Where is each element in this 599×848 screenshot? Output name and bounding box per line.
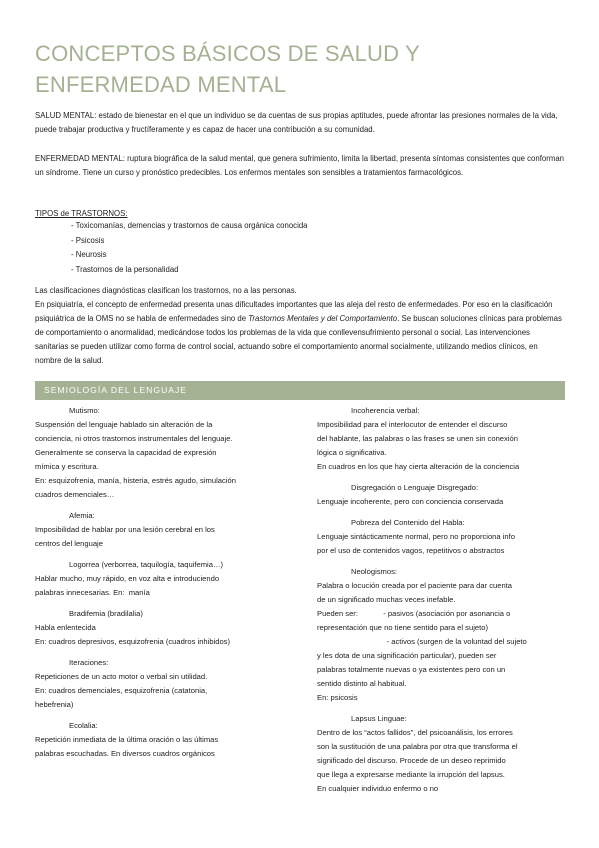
list-item: - Trastornos de la personalidad: [71, 263, 308, 278]
salud-mental-label: SALUD MENTAL:: [35, 111, 97, 120]
entry-line: palabras escuchadas. En diversos cuadros orgánicos: [35, 749, 215, 758]
section-band: [35, 381, 565, 400]
list-item: - Psicosis: [71, 234, 308, 249]
entry-line: palabras totalmente nuevas o ya existentes pero con un: [317, 665, 506, 674]
clasificaciones-line: Las clasificaciones diagnósticas clasifican los trastornos, no a las personas.: [35, 286, 297, 295]
page-title: [35, 38, 575, 100]
entry-line: por el uso de contenidos vagos, repetitivos o abstractos: [317, 546, 505, 555]
salud-mental-definition: [35, 109, 565, 137]
entry-line: En: cuadros depresivos, esquizofrenia (cuadros inhibidos): [35, 637, 231, 646]
semiologia-entry: [317, 712, 569, 796]
entry-line: Suspensión del lenguaje hablado sin alteración de la: [35, 420, 213, 429]
entry-line: que llega a expresarse mediante la irrupción del lapsus.: [317, 770, 505, 779]
entry-line: hebefrenia): [35, 700, 74, 709]
entry-line: cuadros demenciales…: [35, 490, 115, 499]
section-band-title: SEMIOLOGÍA DEL LENGUAJE: [44, 385, 188, 395]
entry-line: centros del lenguaje: [35, 539, 103, 548]
entry-line: sentido distinto al habitual.: [317, 679, 407, 688]
entry-heading: Mutismo:: [69, 406, 100, 415]
entry-line: lógica o significativa.: [317, 448, 387, 457]
list-item: - Neurosis: [71, 248, 308, 263]
entry-line: En: psicosis: [317, 693, 358, 702]
title-line-1: CONCEPTOS BÁSICOS DE SALUD Y: [35, 41, 421, 66]
semiologia-entry: [35, 509, 297, 551]
entry-line: En: cuadros demenciales, esquizofrenia (catatonia,: [35, 686, 208, 695]
entry-line: En: esquizofrenia, manía, histeria, estrés agudo, simulación: [35, 476, 236, 485]
semiologia-entry: [317, 565, 569, 705]
entry-line: Imposibilidad para el interlocutor de entender el discurso: [317, 420, 508, 429]
clasificaciones-text-end: . Se buscan soluciones clínicas para problemas de comportamiento o anormalidad, medicándose todos los problemas de la vida que conllevensufrimiento personal o social. Las intervenciones sanitarias se pueden utilizar como forma de control social, actuando sobre el comportamiento anormal socialmente, utilizando medios clínicos, en nombre de la salud.: [35, 314, 562, 365]
entry-heading: Bradifemia (bradilalia): [69, 609, 143, 618]
entry-line: Repetición inmediata de la última oración o las últimas: [35, 735, 219, 744]
right-column: [317, 404, 569, 803]
entry-line: Palabra o locución creada por el paciente para dar cuenta: [317, 581, 513, 590]
left-column: [35, 404, 297, 768]
entry-line: - activos (surgen de la voluntad del sujeto: [317, 637, 527, 646]
entry-heading: Disgregación o Lenguaje Disgregado:: [351, 483, 479, 492]
entry-line: Habla enlentecida: [35, 623, 96, 632]
semiologia-entry: [35, 719, 297, 761]
clasificaciones-italic: Trastornos Mentales y del Comportamiento: [248, 314, 398, 323]
entry-heading: Lapsus Linguae:: [351, 714, 407, 723]
entry-heading: Afemia:: [69, 511, 95, 520]
title-line-2: ENFERMEDAD MENTAL: [35, 72, 287, 97]
enfermedad-mental-definition: [35, 152, 565, 180]
entry-line: Generalmente se conserva la capacidad de expresión: [35, 448, 217, 457]
entry-line: de un significado muchas veces inefable.: [317, 595, 456, 604]
entry-line: Imposibilidad de hablar por una lesión cerebral en los: [35, 525, 215, 534]
salud-mental-text: estado de bienestar en el que un individuo se da cuentas de sus propias aptitudes, puede afrontar las presiones normales de la vida, puede trabajar productiva y fructíferamente y es capaz de hacer una contribución a su comunidad.: [35, 111, 558, 134]
enfermedad-mental-label: ENFERMEDAD MENTAL:: [35, 154, 125, 163]
entry-heading: Iteraciones:: [69, 658, 109, 667]
enfermedad-mental-text: ruptura biográfica de la salud mental, que genera sufrimiento, limita la libertad, presenta síntomas consistentes que conforman un síndrome. Tiene un curso y pronóstico predecibles. Los enfermos mentales son sensibles a tratamientos farmacológicos.: [35, 154, 565, 177]
entry-line: Pueden ser: - pasivos (asociación por asonancia o: [317, 609, 511, 618]
clasificaciones-text-start: En psiquiatría, el concepto de enfermedad presenta unas dificultades importantes que las aleja del resto de enfermedades. Por eso en la clasificación psiquiátrica de la OMS no se habla de enfermedades sino de: [35, 300, 553, 323]
entry-heading: Pobreza del Contenido del Habla:: [351, 518, 465, 527]
entry-line: conciencia, ni otros trastornos instrumentales del lenguaje.: [35, 434, 233, 443]
entry-line: Lenguaje incoherente, pero con conciencia conservada: [317, 497, 504, 506]
entry-line: mímica y escritura.: [35, 462, 99, 471]
entry-line: representación que no tiene sentido para el sujeto): [317, 623, 488, 632]
entry-line: palabras innecesarias. En: manía: [35, 588, 150, 597]
semiologia-entry: [317, 481, 569, 509]
tipos-heading: TIPOS de TRASTORNOS:: [35, 209, 128, 218]
semiologia-entry: [35, 656, 297, 712]
entry-line: Repeticiones de un acto motor o verbal sin utilidad.: [35, 672, 208, 681]
entry-line: del hablante, las palabras o las frases se unen sin conexión: [317, 434, 518, 443]
tipos-list: [71, 219, 308, 277]
clasificaciones-paragraph: [35, 298, 565, 368]
entry-line: Hablar mucho, muy rápido, en voz alta e introduciendo: [35, 574, 220, 583]
entry-heading: Neologismos:: [351, 567, 398, 576]
semiologia-entry: [35, 607, 297, 649]
entry-line: y les dota de una significación particular), pueden ser: [317, 651, 497, 660]
semiologia-entry: [35, 558, 297, 600]
entry-line: son la sustitución de una palabra por otra que transforma el: [317, 742, 518, 751]
semiologia-entry: [35, 404, 297, 502]
entry-heading: Logorrea (verborrea, taquilogía, taquifemia…): [69, 560, 224, 569]
semiologia-entry: [317, 516, 569, 558]
list-item: - Toxicomanías, demencias y trastornos de causa orgánica conocida: [71, 219, 308, 234]
entry-line: En cuadros en los que hay cierta alteración de la conciencia: [317, 462, 520, 471]
entry-line: significado del discurso. Procede de un deseo reprimido: [317, 756, 506, 765]
entry-line: Dentro de los “actos fallidos”, del psicoanálisis, los errores: [317, 728, 513, 737]
entry-line: Lenguaje sintácticamente normal, pero no proporciona info: [317, 532, 515, 541]
entry-line: En cualquier individuo enfermo o no: [317, 784, 439, 793]
entry-heading: Ecolalia:: [69, 721, 98, 730]
semiologia-entry: [317, 404, 569, 474]
entry-heading: Incoherencia verbal:: [351, 406, 420, 415]
